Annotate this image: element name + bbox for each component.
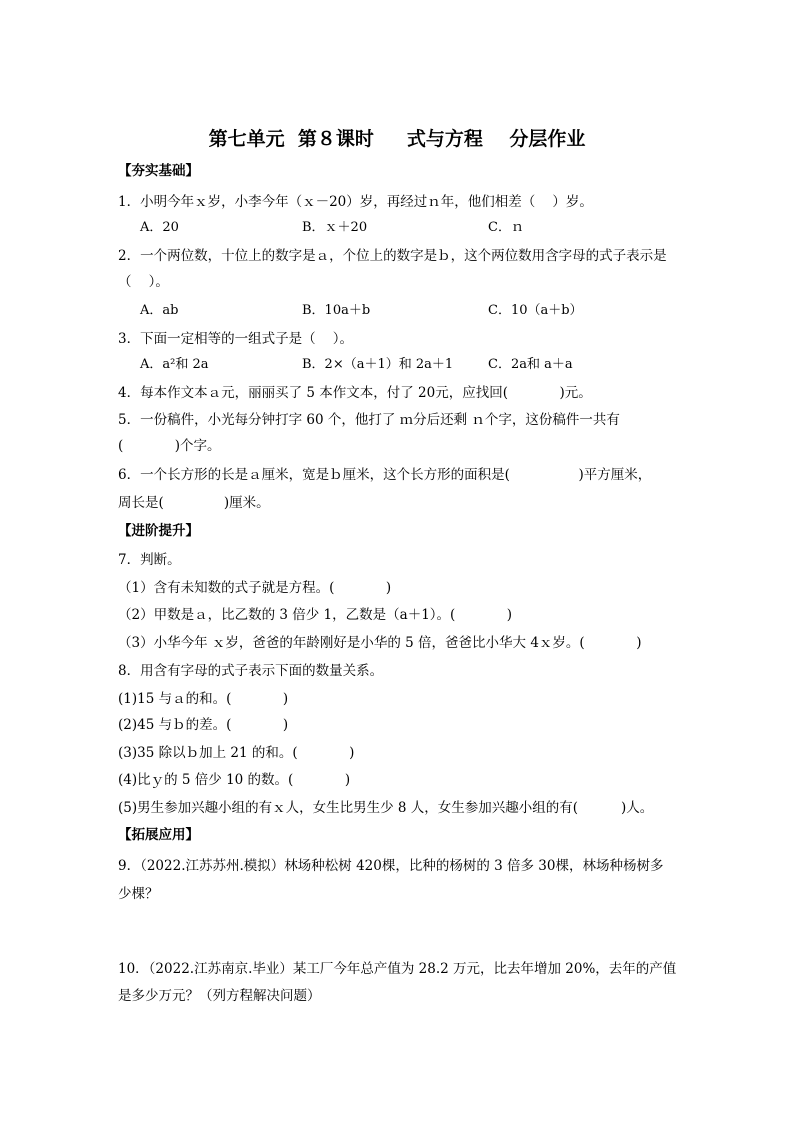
q7-item-2: （2）甲数是ａ，比乙数的 3 倍少 1，乙数是（a＋1）。( ) xyxy=(118,607,513,623)
q9-line2: 少棵？ xyxy=(118,886,159,902)
q8-stem: 8．用含有字母的式子表示下面的数量关系。 xyxy=(118,663,384,679)
q8-item-2: (2)45 与ｂ的差。( ) xyxy=(118,717,289,733)
q5-line2: ( )个字。 xyxy=(118,438,221,454)
q10-line2: 是多少万元？（列方程解决问题） xyxy=(118,988,321,1004)
q6-line1: 6．一个长方形的长是ａ厘米，宽是ｂ厘米，这个长方形的面积是( )平方厘米， xyxy=(118,467,652,483)
q3-option-c: C．2a和 a＋a xyxy=(488,357,573,372)
q3-stem: 3．下面一定相等的一组式子是（ ）。 xyxy=(118,331,354,347)
q1-option-c: C．ｎ xyxy=(488,220,524,235)
q6-line2: 周长是( )厘米。 xyxy=(118,495,270,511)
q2-option-a: A．ab xyxy=(140,303,179,318)
q7-item-1: （1）含有未知数的式子就是方程。( ) xyxy=(118,580,392,596)
q10-line1: 10．（2022.江苏南京.毕业）某工厂今年总产值为 28.2 万元，比去年增加 20%，去年的产值 xyxy=(118,961,677,977)
q1-stem: 1．小明今年ｘ岁，小李今年（ｘ－20）岁，再经过ｎ年，他们相差（ ）岁。 xyxy=(118,194,593,210)
q8-item-3: (3)35 除以ｂ加上 21 的和。( ) xyxy=(118,745,355,761)
q8-item-4: (4)比ｙ的 5 倍少 10 的数。( ) xyxy=(118,772,351,788)
q9-line1: 9．（2022.江苏苏州.模拟）林场种松树 420棵，比种的杨树的 3 倍多 30棵，林场种杨树多 xyxy=(118,858,664,874)
q3-option-a: A．a²和 2a xyxy=(140,357,209,372)
q8-item-5: (5)男生参加兴趣小组的有ｘ人，女生比男生少 8 人，女生参加兴趣小组的有( )人。 xyxy=(118,800,654,816)
q5-line1: 5．一份稿件，小光每分钟打字 60 个，他打了 ｍ分后还剩 ｎ个字，这份稿件一共有 xyxy=(118,412,620,428)
q2-stem-line1: 2．一个两位数，十位上的数字是ａ，个位上的数字是ｂ，这个两位数用含字母的式子表示是 xyxy=(118,248,667,264)
section-advanced: 【进阶提升】 xyxy=(118,523,199,539)
q1-option-a: A．20 xyxy=(140,220,179,235)
q1-option-b: B．ｘ＋20 xyxy=(302,220,368,235)
section-basic: 【夯实基础】 xyxy=(118,163,199,179)
section-extend: 【拓展应用】 xyxy=(118,827,199,843)
q7-stem: 7．判断。 xyxy=(118,552,181,568)
q2-option-b: B．10a＋b xyxy=(302,303,371,318)
q2-option-c: C．10（a＋b） xyxy=(488,303,583,318)
q7-item-3: （3）小华今年 ｘ岁，爸爸的年龄刚好是小华的 5 倍，爸爸比小华大 4ｘ岁。( ) xyxy=(118,635,642,651)
q8-item-1: (1)15 与ａ的和。( ) xyxy=(118,691,289,707)
q3-option-b: B．2×（a＋1）和 2a＋1 xyxy=(302,357,454,372)
page-title: 第七单元 第８课时 式与方程 分层作业 xyxy=(208,128,586,150)
q4-text: 4．每本作文本ａ元，丽丽买了 5 本作文本，付了 20元，应找回( )元。 xyxy=(118,385,592,401)
q2-stem-line2: （ ）。 xyxy=(118,274,169,290)
